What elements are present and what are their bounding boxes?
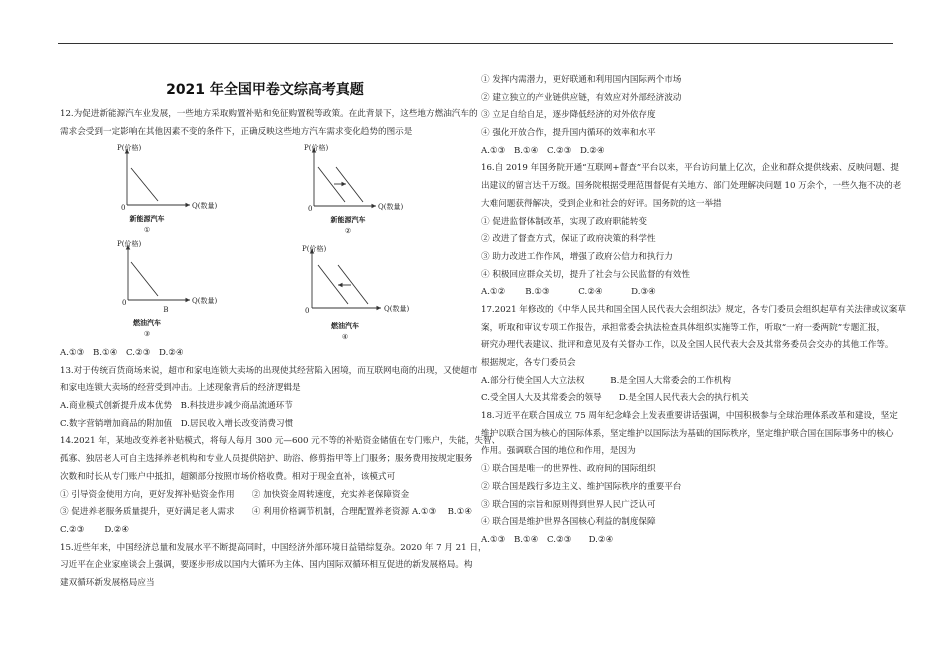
text-line: ④ 联合国是维护世界各国核心利益的制度保障 [481,517,656,528]
right-column [481,72,906,550]
text-line: C.②③ D.②④ [60,524,130,535]
text-line: ① 促进监督体制改革，实现了政府职能转变 [481,216,648,227]
text-line: ② 建立独立的产业链供应链，有效应对外部经济波动 [481,92,682,103]
x-axis-label: Q(数量) [192,297,218,305]
graph-point-label: B [163,306,169,314]
text-line: 根据规定，各专门委员会 [481,358,576,368]
origin-label: 0 [305,307,310,315]
demand-curve-shifted [336,167,363,202]
origin-label: 0 [121,204,126,212]
text-line: 14.2021 年，某地改变养老补贴模式，将每人每月 300 元—600 元不等的补贴资金储值在专门账户，失能，失智、 [60,436,501,447]
page-title: 2021 年全国甲卷文综高考真题 [166,82,364,98]
text-line: ④ 积极回应群众关切，提升了社会与公民监督的有效性 [481,269,690,280]
text-line: ④ 强化开放合作，提升国内循环的效率和水平 [481,128,656,139]
text-line: A.部分行使全国人大立法权 B.是全国人大常委会的工作机构 [481,375,732,386]
text-line: 和家电连锁大卖场的经营受到冲击。上述现象背后的经济逻辑是 [60,383,301,394]
text-line: 17.2021 年修改的《中华人民共和国全国人民代表大会组织法》规定，各专门委员会组织起草有关法律或议案草 [481,304,906,315]
text-line: 13.对于传统百货商场来说，超市和家电连锁大卖场的出现使其经营陷入困境，而互联网电商的出现，又使超市 [60,365,478,376]
text-line: 大难问题获得解决，受到企业和社会的好评。国务院的这一举措 [481,198,722,209]
text-line: ② 改进了督查方式，保证了政府决策的科学性 [481,234,656,245]
text-line: ③ 联合国的宗旨和原则得到世界人民广泛认可 [481,499,656,510]
text-line: 18.习近平在联合国成立 75 周年纪念峰会上发表重要讲话强调，中国积极参与全球治理体系改革和建设，坚定 [481,411,898,422]
text-line: 作用。强调联合国的地位和作用，是因为 [481,446,636,457]
text-line: A.①② B.①③ C.②④ D.③④ [481,287,656,298]
graph-number: ③ [143,330,151,338]
demand-curve [318,167,345,202]
y-axis-label: P(价格) [302,245,327,253]
graph-caption: 燃油汽车 [133,318,161,327]
demand-curve [131,168,158,201]
demand-curve [131,262,158,296]
graph-number: ② [344,227,352,235]
text-line: 研究办理代表建议、批评和意见及有关督办工作，以及全国人民代表大会及其常务委员会交办的其他工作等。 [481,340,894,351]
graph-caption: 新能源汽车 [330,215,366,224]
x-axis-label: Q(数量) [192,202,218,210]
x-axis-label: Q(数量) [384,305,410,313]
text-line: ② 联合国是践行多边主义、维护国际秩序的重要平台 [481,481,682,492]
graph-number: ④ [341,333,349,341]
graph-caption: 新能源汽车 [129,214,165,223]
origin-label: 0 [122,299,127,307]
text-line: 维护以联合国为核心的国际体系，坚定维护以国际法为基础的国际秩序，坚定维护联合国在国际事务中的核心 [481,428,894,439]
x-axis-label: Q(数量) [378,203,404,211]
y-axis-label: P(价格) [304,144,329,152]
graph-2 [314,148,376,206]
graph-4 [312,249,381,308]
graph-1 [127,149,190,205]
origin-label: 0 [308,205,313,213]
q12-answer-options: A.①③ B.①④ C.②③ D.②④ [60,348,184,358]
text-line: 孤寡、独居老人可自主选择养老机构和专业人员提供陪护、助浴、修剪指甲等上门服务；服务费用按规定服务 [60,454,473,465]
text-line: C.受全国人大及其常委会的领导 D.是全国人民代表大会的执行机关 [481,393,749,404]
graph-number: ① [143,226,151,234]
text-line: 出建议的留言达千万级。国务院根据受理范围督促有关地方、部门处理解决问题 10 万余个，一些久拖不决的老 [481,181,902,192]
text-line: ③ 助力改进工作作风，增强了政府公信力和执行力 [481,251,673,262]
text-line: 习近平在企业家座谈会上强调，要逐步形成以国内大循环为主体、国内国际双循环相互促进的新发展格局。构 [60,560,473,571]
demand-curve-original [338,265,368,304]
text-line: 次数和时长从专门账户中抵扣，超额部分按照市场价格收费。相对于现金直补，该模式可 [60,471,396,482]
text-line: ③ 立足自给自足，逐步降低经济的对外依存度 [481,110,656,121]
graph-caption: 燃油汽车 [331,321,359,330]
text-line: 15.近些年来，中国经济总量和发展水平不断提高同时，中国经济外部环境日益错综复杂。2020 年 7 月 21 日， [60,542,487,553]
text-line: A.商业模式创新提升成本优势 B.科技进步减少商品流通环节 [60,401,293,412]
text-line: C.数字营销增加商品的附加值 D.居民收入增长改变消费习惯 [60,418,294,429]
text-line: 建双循环新发展格局应当 [60,577,155,588]
left-column [60,345,500,593]
y-axis-label: P(价格) [117,240,142,248]
demand-curve [318,265,348,304]
text-line: ① 联合国是唯一的世界性、政府间的国际组织 [481,464,656,475]
text-line: 案，听取和审议专项工作报告，承担常委会执法检查具体组织实施等工作，听取“一府一委两院”专题汇报， [481,322,886,333]
text-line: 需求会受到一定影响在其他因素不变的条件下，正确反映这些地方汽车需求变化趋势的图示是 [60,126,413,137]
text-line: 16.自 2019 年国务院开通“互联网+督查”平台以来，平台访问量上亿次，企业和群众提供线索、反映问题、提 [481,163,899,174]
text-line: A.①③ B.①④ C.②③ D.②④ [481,534,614,545]
text-line: 12.为促进新能源汽车业发展，一些地方采取购置补贴和免征购置税等政策。在此背景下，这些地方燃油汽车的 [60,109,478,119]
text-line: ① 发挥内需潜力，更好联通和利用国内国际两个市场 [481,75,682,85]
text-line: ③ 促进养老服务质量提升，更好满足老人需求 ④ 利用价格调节机制，合理配置养老资源 A.①③ B.①④ [60,507,473,518]
graph-3 [128,245,190,300]
text-line: ① 引导资金使用方向，更好发挥补贴资金作用 ② 加快资金周转速度，充实养老保障资金 [60,489,410,500]
text-line: A.①③ B.①④ C.②③ D.②④ [481,145,605,156]
y-axis-label: P(价格) [117,144,142,152]
